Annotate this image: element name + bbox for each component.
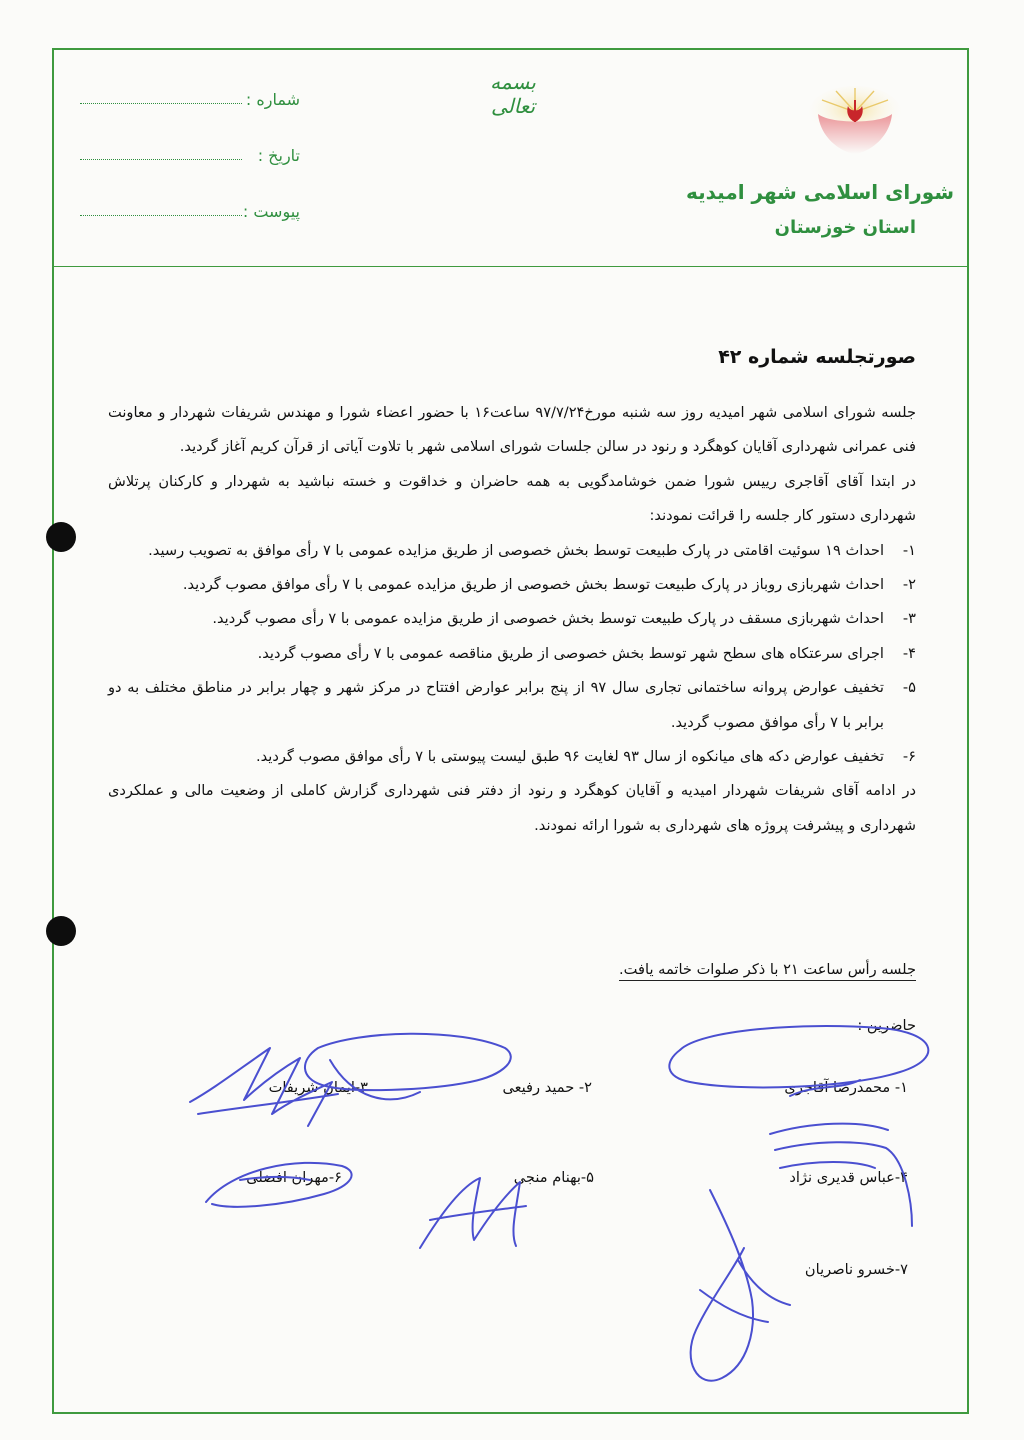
agenda-item-text: احداث شهربازی مسقف در پارک طبیعت توسط بخش خصوصی از طریق مزایده عمومی با ۷ رأی مصوب گردید. bbox=[212, 610, 884, 628]
closing-line: جلسه رأس ساعت ۲۱ با ذکر صلوات خاتمه یافت. bbox=[619, 961, 916, 981]
header-divider bbox=[52, 266, 969, 267]
agenda-item-text: تخفیف عوارض پروانه ساختمانی تجاری سال ۹۷ از پنج برابر عوارض افتتاح در مرکز شهر و چهار برابر در مناطق مختلف به دو برابر با ۷ رأی موافق مصوب گردید. bbox=[108, 679, 884, 731]
agenda-item bbox=[108, 534, 916, 568]
attendee-5: ۵-بهنام منجی bbox=[513, 1169, 594, 1186]
number-dotted-line bbox=[80, 103, 242, 104]
minutes-body bbox=[108, 396, 916, 843]
agenda-item-number: ۳- bbox=[902, 610, 916, 628]
attendee-1: ۱- محمدرضا آقاجری bbox=[784, 1079, 908, 1096]
agenda-item-number: ۲- bbox=[902, 576, 916, 594]
number-field bbox=[80, 90, 300, 112]
attachment-field bbox=[80, 202, 300, 224]
agenda-item bbox=[108, 740, 916, 774]
attendee-3: ۳-ایمان شریفات bbox=[268, 1079, 368, 1096]
organization-name: شورای اسلامی شهر امیدیه bbox=[685, 180, 954, 204]
agenda-item-number: ۴- bbox=[902, 644, 916, 662]
minutes-title: صورتجلسه شماره ۴۲ bbox=[718, 346, 916, 368]
attendee-6: ۶-مهران افضلی bbox=[246, 1169, 342, 1186]
attendees-label: حاضرین : bbox=[857, 1017, 916, 1034]
attendee-7: ۷-خسرو ناصریان bbox=[804, 1261, 908, 1278]
agenda-item-text: احداث ۱۹ سوئیت اقامتی در پارک طبیعت توسط بخش خصوصی از طریق مزایده عمومی با ۷ رأی موافق به تصویب رسید. bbox=[148, 541, 884, 559]
agenda-item-text: تخفیف عوارض دکه های میانکوه از سال ۹۳ لغایت ۹۶ طبق لیست پیوستی با ۷ رأی موافق مصوب گردید. bbox=[255, 748, 884, 766]
agenda-item-number: ۵- bbox=[902, 679, 916, 697]
agenda-item bbox=[108, 637, 916, 671]
intro-paragraph: جلسه شورای اسلامی شهر امیدیه روز سه شنبه مورخ۹۷/۷/۲۴ ساعت۱۶ با حضور اعضاء شورا و مهندس شریفات شهردار و معاونت فنی عمرانی شهرداری آقایان کوهگرد و رنود در سالن جلسات شورای اسلامی شهر با تلاوت آیاتی از قرآن کریم آغاز گردید. bbox=[108, 404, 916, 456]
attendee-2: ۲- حمید رفیعی bbox=[502, 1079, 592, 1096]
bismillah: بسمه تعالی bbox=[490, 70, 536, 118]
agenda-item bbox=[108, 568, 916, 602]
agenda-item-text: اجرای سرعتکاه های سطح شهر توسط بخش خصوصی از طریق مناقصه عمومی با ۷ رأی مصوب گردید. bbox=[257, 644, 884, 662]
agenda-item bbox=[108, 602, 916, 636]
emblem-icon bbox=[800, 82, 910, 162]
date-label: تاریخ : bbox=[257, 146, 300, 165]
number-label: شماره : bbox=[245, 90, 300, 109]
attachment-label: پیوست : bbox=[242, 202, 300, 221]
attachment-dotted-line bbox=[80, 215, 242, 216]
punch-hole-top bbox=[46, 522, 76, 552]
opening-paragraph: در ابتدا آقای آقاجری رییس شورا ضمن خوشامدگویی به همه حاضران و خداقوت و خسته نباشید به شهردار و کارکنان پرتلاش شهرداری دستور کار جلسه را قرائت نمودند: bbox=[108, 472, 916, 525]
report-paragraph: در ادامه آقای شریفات شهردار امیدیه و آقایان کوهگرد و رنود از دفتر فنی شهرداری گزارش کاملی از وضعیت مالی و عملکردی شهرداری و پیشرفت پروژه های شهرداری به شورا ارائه نمودند. bbox=[108, 782, 916, 834]
punch-hole-bottom bbox=[46, 916, 76, 946]
agenda-item-number: ۱- bbox=[902, 541, 916, 559]
province-name: استان خوزستان bbox=[774, 217, 916, 238]
date-dotted-line bbox=[80, 159, 242, 160]
attendee-4: ۴-عباس قدیری نژاد bbox=[789, 1169, 908, 1186]
agenda-item-text: احداث شهربازی روباز در پارک طبیعت توسط بخش خصوصی از طریق مزایده عمومی با ۷ رأی موافق مصوب گردید. bbox=[182, 576, 884, 594]
agenda-item bbox=[108, 671, 916, 740]
date-field bbox=[80, 146, 300, 168]
agenda-item-number: ۶- bbox=[902, 748, 916, 766]
